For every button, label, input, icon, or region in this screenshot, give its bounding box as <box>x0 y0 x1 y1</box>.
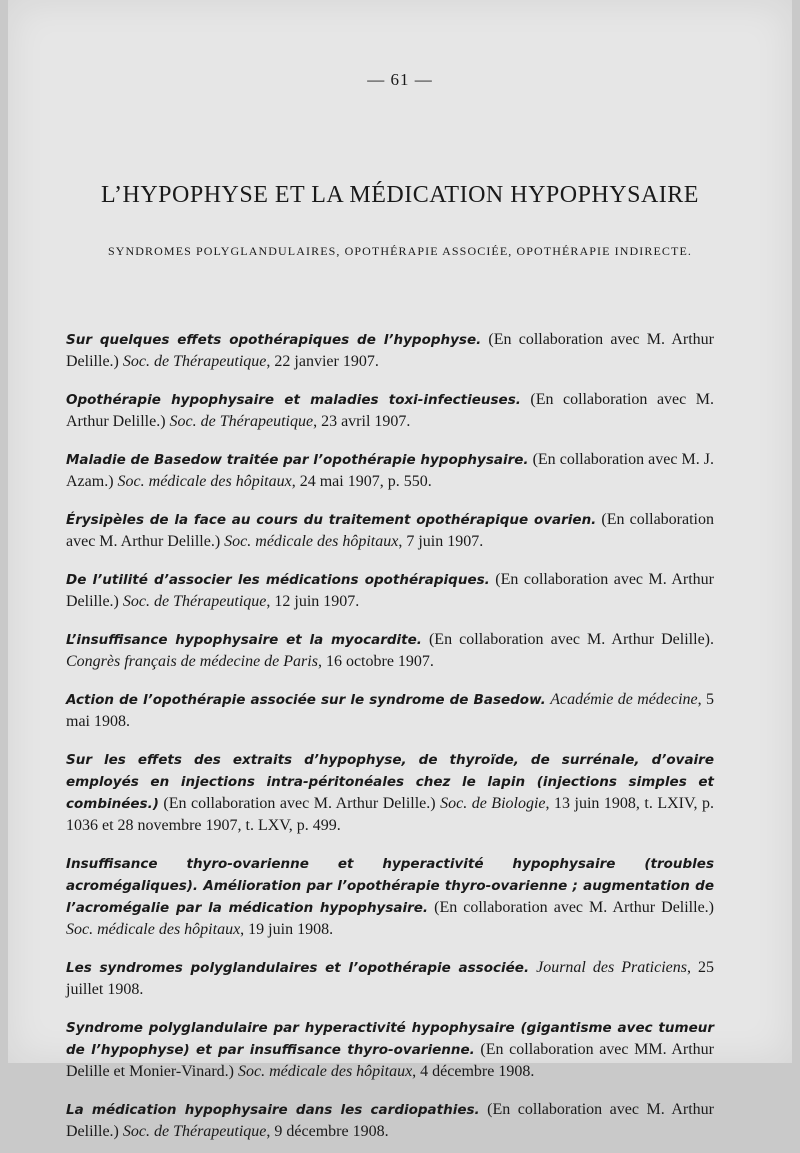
entry-date: , 25 juillet 1908. <box>66 959 715 998</box>
bibliography-entry <box>66 689 714 733</box>
entry-title: La médication hypophysaire dans les cardiopathies. <box>66 1102 480 1118</box>
entry-source: Soc. médicale des hôpitaux <box>117 473 292 490</box>
entry-date: , 16 octobre 1907. <box>317 653 434 670</box>
bibliography-entry <box>66 389 714 433</box>
entry-title: Sur quelques effets opothérapiques de l’hypophyse. <box>66 332 482 348</box>
bibliography-list <box>66 313 714 1153</box>
page-number: — 61 — <box>367 70 433 89</box>
entry-date: , 12 juin 1907. <box>266 593 360 610</box>
entry-source: Soc. de Thérapeutique <box>122 1123 267 1140</box>
entry-collaboration: (En collaboration avec M. Arthur Delille.) <box>66 1101 714 1140</box>
entry-title: De l’utilité d’associer les médications opothérapiques. <box>66 572 490 588</box>
entry-title: Syndrome polyglandulaire par hyperactivité hypophysaire (gigantisme avec tumeur de l’hypophyse) et par insuffisance thyro-ovarienne. <box>66 1020 714 1058</box>
bibliography-entry <box>66 853 714 941</box>
entry-date: , 23 avril 1907. <box>313 413 411 430</box>
bibliography-entry <box>66 509 714 553</box>
page-title: L’HYPOPHYSE ET LA MÉDICATION HYPOPHYSAIRE <box>101 182 699 208</box>
entry-date: , 13 juin 1908, t. LXIV, p. 1036 et 28 novembre 1907, t. LXV, p. 499. <box>66 795 714 834</box>
entry-source: Soc. de Thérapeutique <box>122 593 267 610</box>
entry-date: , 9 décembre 1908. <box>266 1123 389 1140</box>
entry-collaboration: (En collaboration avec M. Arthur Delille). <box>421 631 714 648</box>
entry-date: , 24 mai 1907, p. 550. <box>291 473 432 490</box>
entry-collaboration: (En collaboration avec M. Arthur Delille.) <box>158 795 441 812</box>
entry-date: , 19 juin 1908. <box>240 921 334 938</box>
entry-source: Soc. de Biologie <box>440 795 546 812</box>
entry-date: , 5 mai 1908. <box>66 691 715 730</box>
entry-title: Action de l’opothérapie associée sur le syndrome de Basedow. <box>66 692 546 708</box>
entry-date: , 22 janvier 1907. <box>266 353 379 370</box>
entry-collaboration: (En collaboration avec M. Arthur Delille.) <box>66 391 714 430</box>
document-page <box>8 0 792 1140</box>
entry-source: Congrès français de médecine de Paris <box>66 653 318 670</box>
bibliography-entry <box>66 1099 714 1143</box>
entry-collaboration: (En collaboration avec M. Arthur Delille.) <box>428 899 714 916</box>
entry-source: Soc. de Thérapeutique <box>122 353 267 370</box>
entry-date: , 4 décembre 1908. <box>412 1063 535 1080</box>
entry-title: Maladie de Basedow traitée par l’opothérapie hypophysaire. <box>66 452 529 468</box>
entry-source: Soc. médicale des hôpitaux <box>238 1063 413 1080</box>
bibliography-entry <box>66 629 714 673</box>
entry-source: Journal des Praticiens <box>536 959 687 976</box>
bibliography-entry <box>66 749 714 837</box>
entry-collaboration: (En collaboration avec M. Arthur Delille.) <box>66 571 714 610</box>
entry-title: Insuffisance thyro-ovarienne et hyperactivité hypophysaire (troubles acromégaliques). Amélioration par l’opothérapie thyro-ovarienne ; augmentation de l’acromégalie par la médication hypophysaire. <box>66 856 714 916</box>
page-subtitle: SYNDROMES POLYGLANDULAIRES, OPOTHÉRAPIE ASSOCIÉE, OPOTHÉRAPIE INDIRECTE. <box>107 244 692 258</box>
entry-source: Soc. médicale des hôpitaux <box>66 921 241 938</box>
entry-collaboration: (En collaboration avec M. Arthur Delille.) <box>66 511 715 550</box>
entry-collaboration: (En collaboration avec M. J. Azam.) <box>66 451 714 490</box>
entry-date: , 7 juin 1907. <box>398 533 484 550</box>
bibliography-entry <box>66 1017 714 1083</box>
entry-collaboration: (En collaboration avec MM. Arthur Delille et Monier-Vinard.) <box>66 1041 715 1080</box>
entry-title: Les syndromes polyglandulaires et l’opothérapie associée. <box>66 960 530 976</box>
entry-source: Soc. de Thérapeutique <box>169 413 314 430</box>
bibliography-entry <box>66 957 714 1001</box>
entry-collaboration: (En collaboration avec M. Arthur Delille.) <box>66 331 714 370</box>
entry-source: Académie de médecine <box>550 691 698 708</box>
entry-source: Soc. médicale des hôpitaux <box>224 533 399 550</box>
entry-title: Sur les effets des extraits d’hypophyse, de thyroïde, de surrénale, d’ovaire employés en injections intra-péritonéales chez le lapin (injections simples et combinées.) <box>66 752 714 812</box>
bibliography-entry <box>66 329 714 373</box>
bibliography-entry <box>66 449 714 493</box>
bibliography-entry <box>66 569 714 613</box>
entry-title: L’insuffisance hypophysaire et la myocardite. <box>66 632 422 648</box>
entry-title: Érysipèles de la face au cours du traitement opothérapique ovarien. <box>66 512 597 528</box>
entry-title: Opothérapie hypophysaire et maladies toxi-infectieuses. <box>66 392 521 408</box>
